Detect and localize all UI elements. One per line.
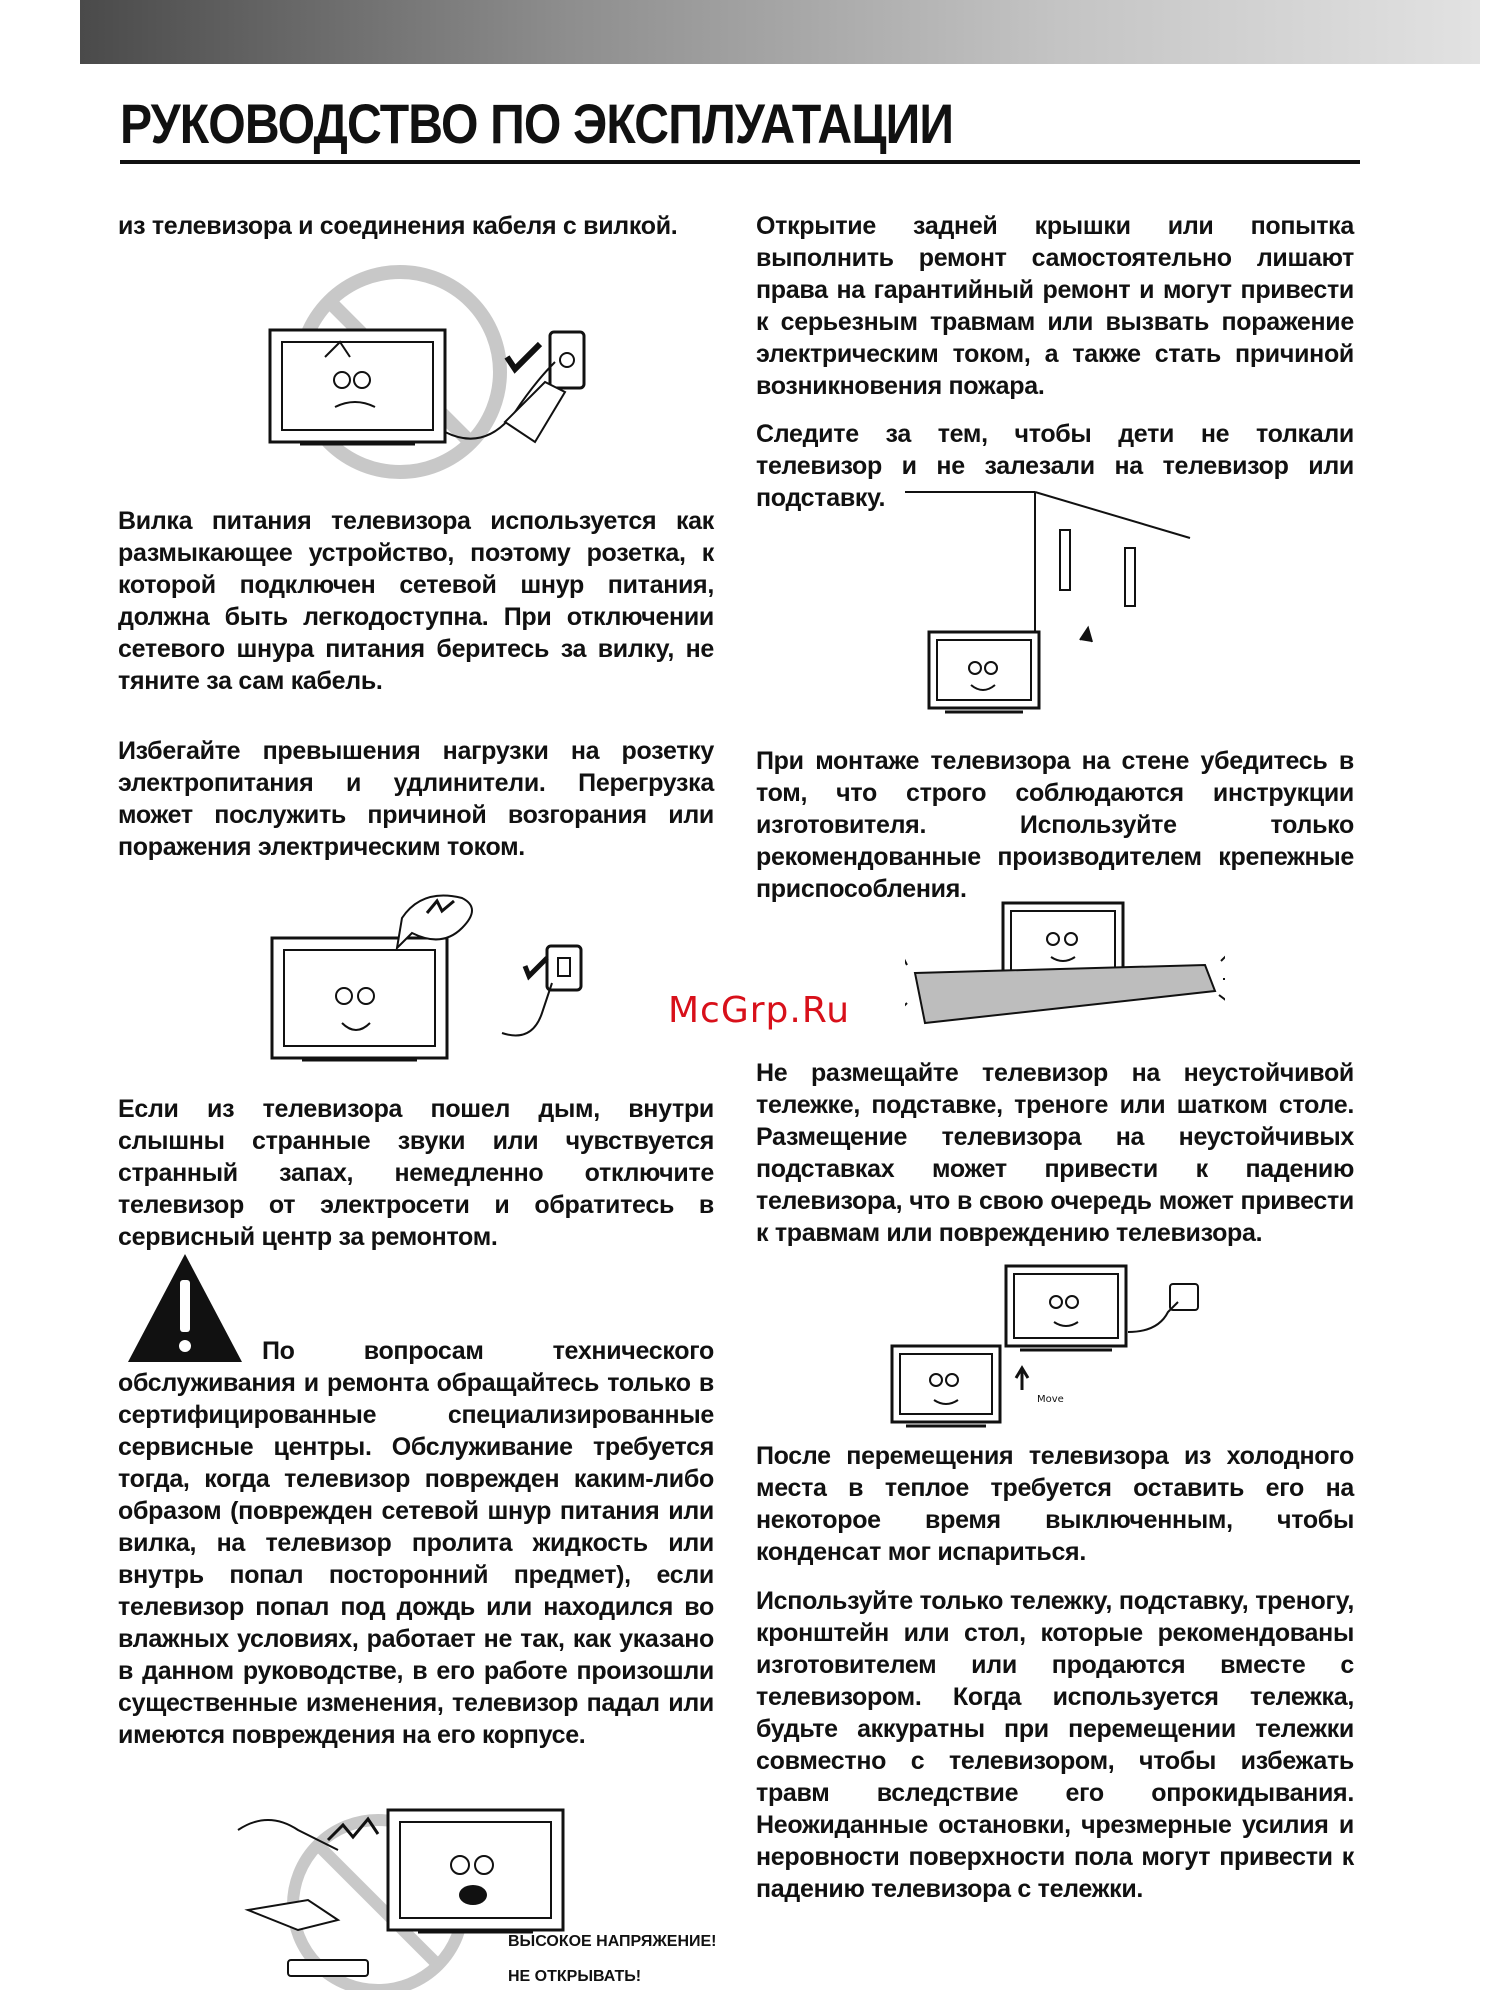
illustration-overload-outlet — [262, 888, 602, 1078]
left-para-5: По вопросам технического обслуживания и ремонта обращайтесь только в сертифицированные специализированные сервисные центры. Обслуживание требуется тогда, когда телевизор поврежден каким-либо образом (поврежден сетевой шнур питания или вилка, на телевизор пролита жидкость или внутрь попал посторонний предмет), если телевизор попал под дождь или находился во влажных условиях, работает не так, как указано в данном руководстве, в его работе произошли существенные изменения, телевизор падал или имеются повреждения на его корпусе. — [118, 1337, 714, 1749]
right-para-3: При монтаже телевизора на стене убедитесь в том, что строго соблюдаются инструкции изготовителя. Используйте только рекомендованные производителем крепежные приспособления. — [756, 747, 1354, 903]
illustration-wall-mount — [905, 490, 1195, 720]
left-para-2: Вилка питания телевизора используется как размыкающее устройство, поэтому розетка, к которой подключен сетевой шнур питания, должна быть легкодоступна. При отключении сетевого шнура питания беритесь за вилку, не тяните за сам кабель. — [118, 507, 714, 695]
right-para-4: Не размещайте телевизор на неустойчивой тележке, подставке, треноге или шатком столе. Размещение телевизора на неустойчивых подставках может привести к падению телевизора, что в свою очередь может привести к травмам или повреждению телевизора. — [756, 1059, 1354, 1247]
page-title: РУКОВОДСТВО ПО ЭКСПЛУАТАЦИИ — [120, 92, 954, 155]
title-divider — [120, 160, 1360, 164]
right-para-5: После перемещения телевизора из холодного места в теплое требуется оставить его на некоторое время выключенным, чтобы конденсат мог испариться. — [756, 1442, 1354, 1566]
illustration-unplug-by-cord — [250, 262, 590, 482]
do-not-open-caption: НЕ ОТКРЫВАТЬ! — [508, 1968, 642, 1985]
right-para-1: Открытие задней крышки или попытка выполнить ремонт самостоятельно лишают права на гарантийный ремонт и могут привести к серьезным травмам или вызвать поражение электрическим током, а также стать причиной возникновения пожара. — [756, 212, 1354, 400]
right-para-2: Следите за тем, чтобы дети не толкали телевизор и не залезали на телевизор или подставку. — [756, 420, 1354, 512]
illustration-high-voltage — [228, 1790, 598, 1990]
header-gradient-bar — [80, 0, 1480, 64]
left-para-1: из телевизора и соединения кабеля с вилкой. — [118, 212, 678, 240]
move-label: Move — [1037, 1394, 1064, 1405]
left-para-3: Избегайте превышения нагрузки на розетку электропитания и удлинители. Перегрузка может послужить причиной возгорания или поражения электрическим током. — [118, 737, 714, 861]
right-para-6: Используйте только тележку, подставку, треногу, кронштейн или стол, которые рекомендованы изготовителем или продаются вместе с телевизором. Когда используется тележка, будьте аккуратны при перемещении тележки совместно с телевизором, чтобы избежать травм вследствие его опрокидывания. Неожиданные остановки, чрезмерные усилия и неровности поверхности пола могут привести к падению телевизора с тележки. — [756, 1587, 1354, 1903]
left-para-4: Если из телевизора пошел дым, внутри слышны странные звуки или чувствуется странный запах, немедленно отключите телевизор от электросети и обратитесь в сервисный центр за ремонтом. — [118, 1095, 714, 1251]
illustration-move-cold-warm — [888, 1262, 1218, 1432]
high-voltage-caption: ВЫСОКОЕ НАПРЯЖЕНИЕ! — [508, 1933, 717, 1950]
watermark-text: McGrp.Ru — [668, 990, 851, 1031]
illustration-unstable-stand — [905, 895, 1225, 1035]
